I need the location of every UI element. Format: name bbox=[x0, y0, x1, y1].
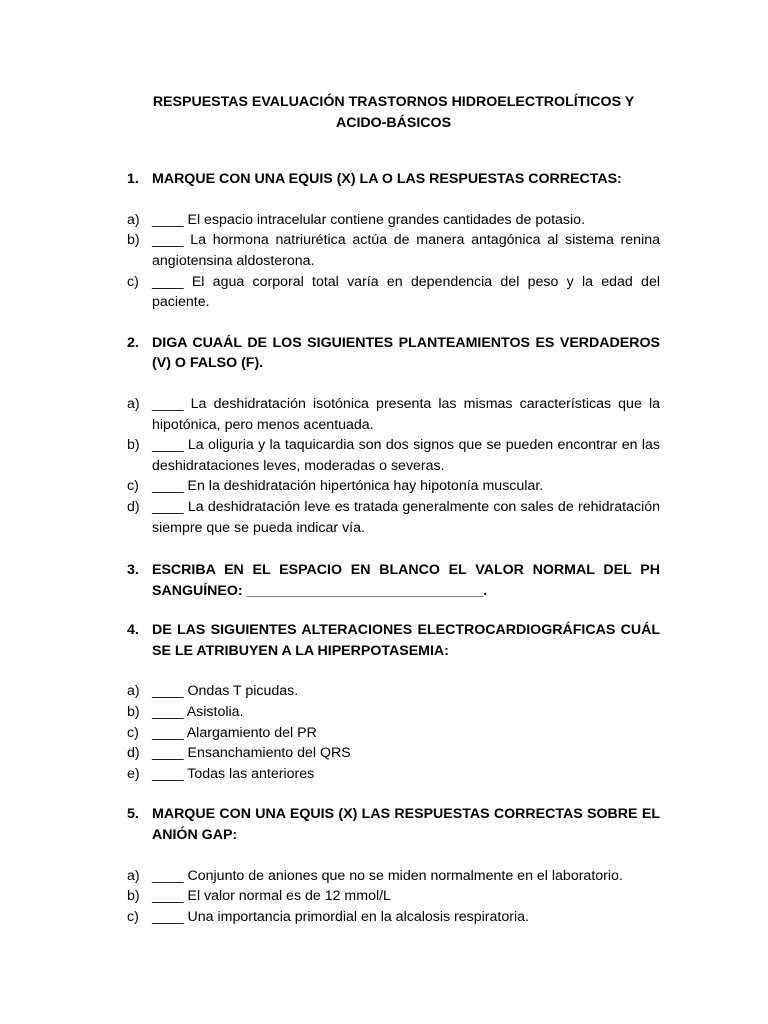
option-item bbox=[127, 866, 660, 887]
question-text: MARQUE CON UNA EQUIS (X) LA O LAS RESPUESTAS CORRECTAS: bbox=[152, 171, 622, 188]
option-letter: d) bbox=[127, 745, 140, 762]
option-list bbox=[127, 681, 660, 784]
option-item bbox=[127, 723, 660, 744]
question-2 bbox=[127, 333, 660, 538]
question-5 bbox=[127, 804, 660, 927]
title-line-2: ACIDO-BÁSICOS bbox=[335, 114, 452, 131]
option-item bbox=[127, 743, 660, 764]
question-3 bbox=[127, 560, 660, 601]
option-text: ____ Ondas T picudas. bbox=[152, 683, 299, 700]
option-text: ____ La hormona natriurética actúa de manera antagónica al sistema renina angiotensina aldosterona. bbox=[152, 232, 660, 269]
document-title bbox=[127, 92, 660, 133]
option-item bbox=[127, 394, 660, 435]
option-text: ____ Alargamiento del PR bbox=[152, 724, 317, 741]
question-heading bbox=[127, 804, 660, 845]
option-letter: c) bbox=[127, 908, 139, 925]
option-letter: a) bbox=[127, 211, 140, 228]
title-line-1: RESPUESTAS EVALUACIÓN TRASTORNOS HIDROELECTROLÍTICOS Y bbox=[152, 94, 635, 110]
option-item bbox=[127, 907, 660, 928]
option-item bbox=[127, 702, 660, 723]
option-item bbox=[127, 230, 660, 271]
question-text: DE LAS SIGUIENTES ALTERACIONES ELECTROCARDIOGRÁFICAS CUÁL SE LE ATRIBUYEN A LA HIPERPOTASEMIA: bbox=[152, 622, 660, 659]
option-item bbox=[127, 681, 660, 702]
option-letter: b) bbox=[127, 437, 140, 454]
question-number: 5. bbox=[127, 806, 139, 823]
option-letter: c) bbox=[127, 273, 139, 290]
question-heading bbox=[127, 169, 660, 190]
question-4 bbox=[127, 620, 660, 784]
option-text: ____ El agua corporal total varía en dependencia del peso y la edad del paciente. bbox=[152, 273, 660, 311]
question-heading bbox=[127, 333, 660, 374]
option-item bbox=[127, 886, 660, 907]
option-text: ____ El valor normal es de 12 mmol/L bbox=[152, 888, 391, 905]
option-text: ____ La oliguria y la taquicardia son dos signos que se pueden encontrar en las deshidrataciones leves, moderadas o severas. bbox=[152, 437, 660, 474]
option-letter: c) bbox=[127, 724, 139, 741]
option-text: ____ La deshidratación leve es tratada generalmente con sales de rehidratación siempre que se pueda indicar vía. bbox=[152, 498, 660, 536]
option-item bbox=[127, 764, 660, 785]
option-text: ____ Todas las anteriores bbox=[152, 765, 315, 782]
option-letter: b) bbox=[127, 232, 140, 249]
option-list bbox=[127, 394, 660, 538]
option-letter: b) bbox=[127, 888, 140, 905]
option-letter: c) bbox=[127, 478, 139, 495]
option-letter: b) bbox=[127, 704, 140, 721]
question-heading bbox=[127, 560, 660, 601]
option-item bbox=[127, 497, 660, 538]
option-list bbox=[127, 866, 660, 928]
question-number: 4. bbox=[127, 622, 139, 639]
option-text: ____ Una importancia primordial en la alcalosis respiratoria. bbox=[152, 908, 529, 925]
option-letter: d) bbox=[127, 498, 140, 515]
question-number: 3. bbox=[127, 562, 139, 579]
question-number: 2. bbox=[127, 334, 139, 351]
option-letter: e) bbox=[127, 765, 140, 782]
question-text: MARQUE CON UNA EQUIS (X) LAS RESPUESTAS CORRECTAS SOBRE EL ANIÓN GAP: bbox=[152, 806, 660, 844]
option-letter: a) bbox=[127, 867, 140, 884]
option-text: ____ Asistolia. bbox=[152, 704, 244, 721]
option-letter: a) bbox=[127, 395, 140, 412]
option-item bbox=[127, 476, 660, 497]
option-list bbox=[127, 210, 660, 313]
question-1 bbox=[127, 169, 660, 313]
option-text: ____ El espacio intracelular contiene grandes cantidades de potasio. bbox=[152, 211, 586, 228]
question-heading bbox=[127, 620, 660, 661]
option-item bbox=[127, 435, 660, 476]
option-text: ____ Conjunto de aniones que no se miden normalmente en el laboratorio. bbox=[152, 867, 623, 884]
question-text: DIGA CUAÁL DE LOS SIGUIENTES PLANTEAMIENTOS ES VERDADEROS (V) O FALSO (F). bbox=[152, 334, 660, 372]
question-text: ESCRIBA EN EL ESPACIO EN BLANCO EL VALOR NORMAL DEL PH SANGUÍNEO: ______________________________. bbox=[152, 562, 660, 599]
option-letter: a) bbox=[127, 683, 140, 700]
option-text: ____ La deshidratación isotónica presenta las mismas características que la hipotónica, pero menos acentuada. bbox=[152, 395, 660, 433]
option-text: ____ En la deshidratación hipertónica hay hipotonía muscular. bbox=[152, 478, 544, 495]
question-number: 1. bbox=[127, 171, 139, 188]
option-item bbox=[127, 272, 660, 313]
option-text: ____ Ensanchamiento del QRS bbox=[152, 745, 351, 762]
option-item bbox=[127, 210, 660, 231]
